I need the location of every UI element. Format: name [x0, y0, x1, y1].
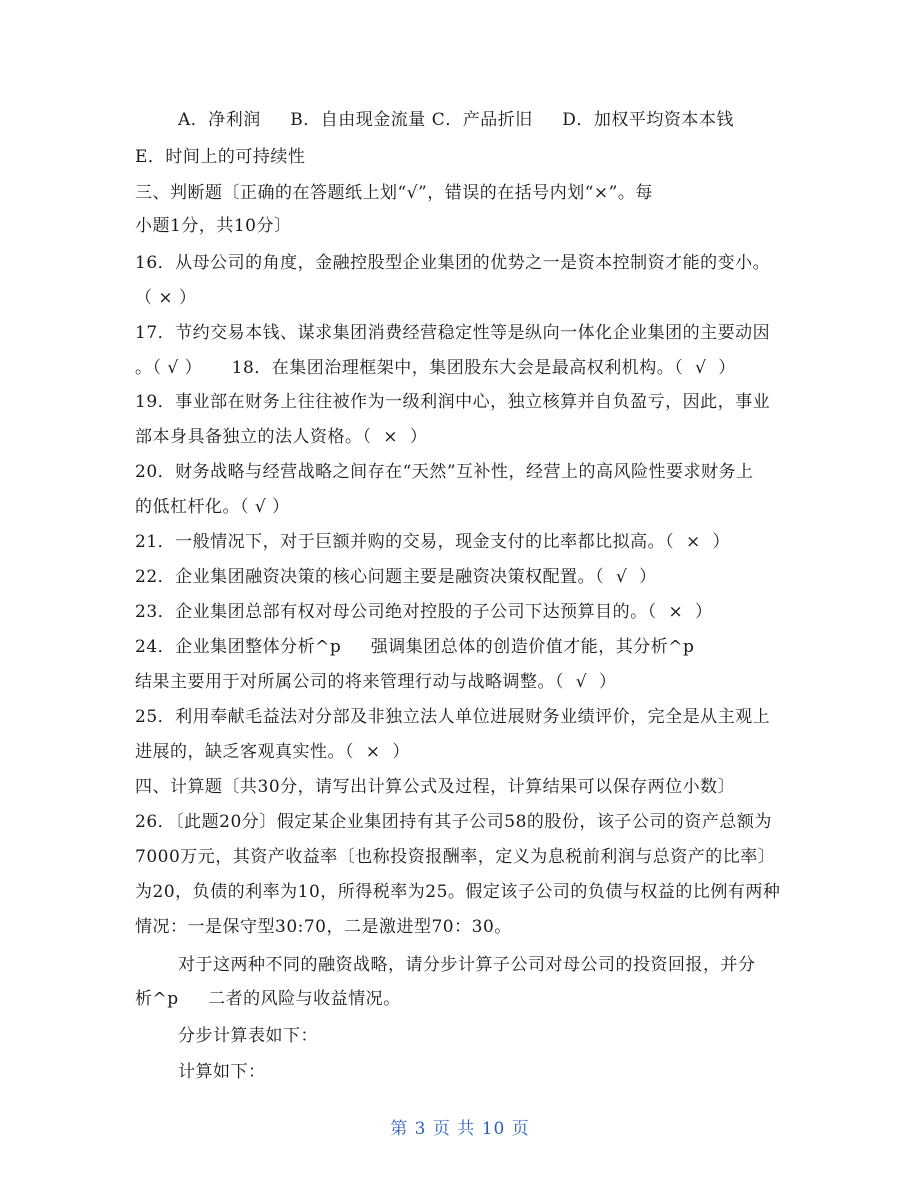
calculation-intro: 计算如下：	[178, 1062, 266, 1082]
question-19: 19．事业部在财务上往往被作为一级利润中心，独立核算并自负盈亏，因此，事业	[135, 392, 771, 412]
question-23: 23．企业集团总部有权对母公司绝对控股的子公司下达预算目的。（ × ）	[135, 602, 713, 622]
section-heading-judgment-cont: 小题1分，共10分〕	[135, 216, 292, 236]
section-heading-calculation: 四、计算题〔共30分，请写出计算公式及过程，计算结果可以保存两位小数〕	[135, 777, 736, 797]
question-17-answer-question-18: 。（ √ ） 18．在集团治理框架中，集团股东大会是最高权利机构。（ √ ）	[135, 358, 736, 378]
question-16-answer: （ × ）	[135, 288, 197, 308]
question-21: 21．一般情况下，对于巨额并购的交易，现金支付的比率都比拟高。（ × ）	[135, 532, 730, 552]
question-26-instruction: 对于这两种不同的融资战略，请分步计算子公司对母公司的投资回报，并分	[178, 955, 756, 975]
step-table-intro: 分步计算表如下：	[178, 1026, 318, 1046]
option-line-e: E．时间上的可持续性	[135, 147, 306, 167]
question-26: 26．〔此题20分〕假定某企业集团持有其子公司58的股份，该子公司的资产总额为	[135, 812, 772, 832]
question-25-cont: 进展的，缺乏客观真实性。（ × ）	[135, 742, 410, 762]
question-20: 20．财务战略与经营战略之间存在“天然”互补性，经营上的高风险性要求财务上	[135, 462, 754, 482]
question-17: 17．节约交易本钱、谋求集团消费经营稳定性等是纵向一体化企业集团的主要动因	[135, 323, 771, 343]
page-footer: 第 3 页 共 10 页	[390, 1119, 530, 1139]
question-26-line-3: 为20，负债的利率为10，所得税率为25。假定该子公司的负债与权益的比例有两种	[135, 882, 781, 902]
question-22: 22．企业集团融资决策的核心问题主要是融资决策权配置。（ √ ）	[135, 567, 657, 587]
question-19-cont: 部本身具备独立的法人资格。（ × ）	[135, 427, 428, 447]
question-26-line-4: 情况：一是保守型30:70，二是激进型70：30。	[135, 917, 512, 937]
question-24-cont: 结果主要用于对所属公司的将来管理行动与战略调整。（ √ ）	[135, 672, 617, 692]
options-line-a-d: A．净利润 B．自由现金流量 C．产品折旧 D．加权平均资本本钱	[178, 110, 734, 130]
section-heading-judgment: 三、判断题〔正确的在答题纸上划“√”，错误的在括号内划“×”。每	[135, 183, 653, 203]
question-26-instruction-cont: 析^p 二者的风险与收益情况。	[135, 989, 401, 1009]
question-20-cont: 的低杠杆化。（ √ ）	[135, 497, 290, 517]
question-24: 24．企业集团整体分析^p 强调集团总体的创造价值才能，其分析^p	[135, 637, 695, 657]
question-26-line-2: 7000万元，其资产收益率〔也称投资报酬率，定义为息税前利润与总资产的比率〕	[135, 847, 776, 867]
question-25: 25．利用奉献毛益法对分部及非独立法人单位进展财务业绩评价，完全是从主观上	[135, 707, 771, 727]
question-16: 16．从母公司的角度，金融控股型企业集团的优势之一是资本控制资才能的变小。	[135, 253, 771, 273]
